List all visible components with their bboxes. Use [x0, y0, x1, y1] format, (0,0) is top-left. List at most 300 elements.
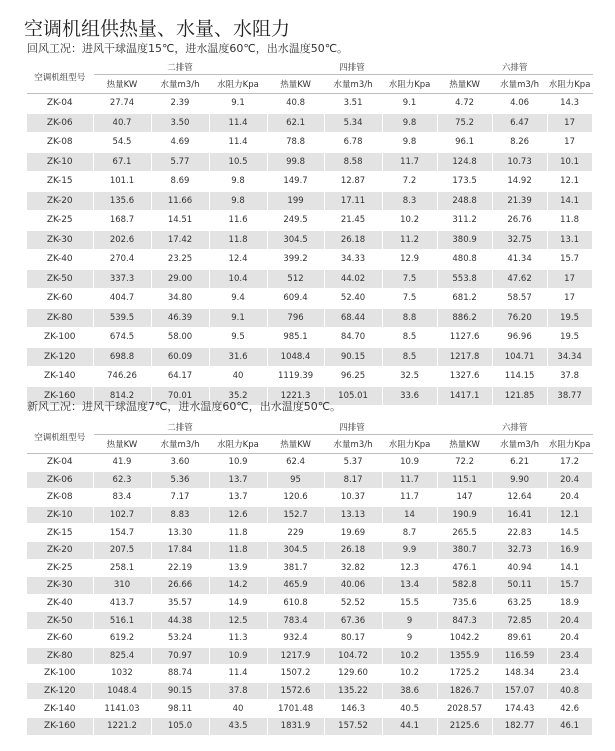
value-cell: 6.78: [324, 133, 382, 153]
value-cell: 60.09: [151, 347, 209, 367]
value-cell: 11.7: [382, 152, 437, 172]
value-cell: 380.7: [437, 541, 492, 559]
value-cell: 8.7: [382, 524, 437, 542]
value-cell: 8.83: [151, 506, 209, 524]
value-cell: 32.75: [492, 230, 547, 250]
value-cell: 40.94: [492, 559, 547, 577]
value-cell: 12.1: [547, 172, 592, 192]
value-cell: 26.18: [324, 230, 382, 250]
value-cell: 43.5: [209, 717, 267, 735]
value-cell: 67.36: [324, 612, 382, 630]
value-cell: 12.3: [382, 559, 437, 577]
value-cell: 19.69: [324, 524, 382, 542]
value-cell: 102.7: [93, 506, 151, 524]
value-cell: 20.4: [547, 489, 592, 507]
value-cell: 76.20: [492, 308, 547, 328]
col-header-water-resistance: 水阻力Kpa: [547, 75, 592, 94]
value-cell: 9.1: [382, 94, 437, 114]
value-cell: 42.6: [547, 700, 592, 718]
value-cell: 465.9: [267, 577, 324, 595]
model-header: 空调机组型号: [27, 420, 93, 454]
table-body: [27, 454, 592, 736]
table-row: [27, 682, 592, 700]
value-cell: 120.6: [267, 489, 324, 507]
group-header-two-row: 二排管: [93, 420, 267, 435]
value-cell: 68.44: [324, 308, 382, 328]
value-cell: 14.9: [209, 594, 267, 612]
value-cell: 17.11: [324, 191, 382, 211]
table-row: [27, 191, 592, 211]
value-cell: 1417.1: [437, 386, 492, 406]
value-cell: 14.92: [492, 172, 547, 192]
value-cell: 58.00: [151, 328, 209, 348]
group-header-two-row: 二排管: [93, 60, 267, 75]
value-cell: 146.3: [324, 700, 382, 718]
value-cell: 17.84: [151, 541, 209, 559]
value-cell: 40: [209, 700, 267, 718]
value-cell: 9.1: [209, 308, 267, 328]
value-cell: 96.25: [324, 367, 382, 387]
value-cell: 304.5: [267, 541, 324, 559]
value-cell: 1221.3: [267, 386, 324, 406]
value-cell: 886.2: [437, 308, 492, 328]
value-cell: 105.01: [324, 386, 382, 406]
value-cell: 17: [547, 269, 592, 289]
value-cell: 13.1: [547, 230, 592, 250]
col-header-water-flow: 水量m3/h: [324, 75, 382, 94]
value-cell: 15.7: [547, 577, 592, 595]
value-cell: 14.3: [547, 94, 592, 114]
model-cell: ZK-100: [27, 665, 93, 683]
col-header-water-flow: 水量m3/h: [151, 75, 209, 94]
value-cell: 26.76: [492, 211, 547, 231]
value-cell: 88.74: [151, 665, 209, 683]
table-row: [27, 524, 592, 542]
model-header: 空调机组型号: [27, 60, 93, 94]
model-cell: ZK-40: [27, 250, 93, 270]
value-cell: 985.1: [267, 328, 324, 348]
value-cell: 12.6: [209, 506, 267, 524]
value-cell: 10.5: [209, 152, 267, 172]
value-cell: 698.8: [93, 347, 151, 367]
value-cell: 932.4: [267, 629, 324, 647]
value-cell: 17: [547, 113, 592, 133]
value-cell: 304.5: [267, 230, 324, 250]
value-cell: 15.7: [547, 250, 592, 270]
model-cell: ZK-10: [27, 152, 93, 172]
value-cell: 11.8: [209, 524, 267, 542]
value-cell: 6.47: [492, 113, 547, 133]
value-cell: 22.83: [492, 524, 547, 542]
value-cell: 29.00: [151, 269, 209, 289]
value-cell: 10.9: [209, 647, 267, 665]
value-cell: 619.2: [93, 629, 151, 647]
value-cell: 124.8: [437, 152, 492, 172]
value-cell: 413.7: [93, 594, 151, 612]
value-cell: 21.45: [324, 211, 382, 231]
model-cell: ZK-20: [27, 191, 93, 211]
model-cell: ZK-06: [27, 471, 93, 489]
value-cell: 46.39: [151, 308, 209, 328]
col-header-water-flow: 水量m3/h: [492, 435, 547, 454]
value-cell: 5.36: [151, 471, 209, 489]
model-cell: ZK-60: [27, 629, 93, 647]
table-row: [27, 94, 592, 114]
col-header-water-resistance: 水阻力Kpa: [382, 75, 437, 94]
value-cell: 147: [437, 489, 492, 507]
table-row: [27, 577, 592, 595]
value-cell: 11.4: [209, 113, 267, 133]
table-row: [27, 717, 592, 735]
value-cell: 157.07: [492, 682, 547, 700]
value-cell: 20.4: [547, 629, 592, 647]
value-cell: 249.5: [267, 211, 324, 231]
value-cell: 13.7: [209, 489, 267, 507]
fresh-air-condition: 新风工况：进风干球温度7℃，进水温度60℃，出水温度50℃。: [27, 400, 342, 413]
table-row: [27, 471, 592, 489]
value-cell: 62.3: [93, 471, 151, 489]
value-cell: 13.9: [209, 559, 267, 577]
value-cell: 17.2: [547, 454, 592, 472]
value-cell: 148.34: [492, 665, 547, 683]
fresh-air-table: [27, 420, 593, 736]
col-header-heat: 热量KW: [93, 75, 151, 94]
value-cell: 18.9: [547, 594, 592, 612]
group-header-six-row: 六排管: [437, 60, 592, 75]
table-row: [27, 665, 592, 683]
value-cell: 38.6: [382, 682, 437, 700]
value-cell: 62.4: [267, 454, 324, 472]
table-row: [27, 230, 592, 250]
value-cell: 10.73: [492, 152, 547, 172]
value-cell: 310: [93, 577, 151, 595]
model-cell: ZK-04: [27, 94, 93, 114]
value-cell: 101.1: [93, 172, 151, 192]
value-cell: 72.85: [492, 612, 547, 630]
value-cell: 23.4: [547, 647, 592, 665]
value-cell: 248.8: [437, 191, 492, 211]
value-cell: 19.5: [547, 308, 592, 328]
value-cell: 41.9: [93, 454, 151, 472]
value-cell: 34.33: [324, 250, 382, 270]
value-cell: 15.5: [382, 594, 437, 612]
model-cell: ZK-50: [27, 612, 93, 630]
value-cell: 135.6: [93, 191, 151, 211]
table-row: [27, 489, 592, 507]
value-cell: 44.1: [382, 717, 437, 735]
value-cell: 10.4: [209, 269, 267, 289]
value-cell: 553.8: [437, 269, 492, 289]
col-header-water-resistance: 水阻力Kpa: [547, 435, 592, 454]
value-cell: 9.8: [209, 172, 267, 192]
value-cell: 10.9: [209, 454, 267, 472]
value-cell: 52.40: [324, 289, 382, 309]
value-cell: 381.7: [267, 559, 324, 577]
value-cell: 2125.6: [437, 717, 492, 735]
value-cell: 8.8: [382, 308, 437, 328]
value-cell: 129.60: [324, 665, 382, 683]
value-cell: 14.51: [151, 211, 209, 231]
value-cell: 17.42: [151, 230, 209, 250]
value-cell: 8.17: [324, 471, 382, 489]
model-cell: ZK-08: [27, 489, 93, 507]
value-cell: 121.85: [492, 386, 547, 406]
value-cell: 8.26: [492, 133, 547, 153]
col-header-water-resistance: 水阻力Kpa: [209, 435, 267, 454]
value-cell: 96.96: [492, 328, 547, 348]
value-cell: 9.8: [382, 133, 437, 153]
model-cell: ZK-80: [27, 308, 93, 328]
model-cell: ZK-120: [27, 682, 93, 700]
model-cell: ZK-04: [27, 454, 93, 472]
value-cell: 35.2: [209, 386, 267, 406]
value-cell: 80.17: [324, 629, 382, 647]
table-row: [27, 612, 592, 630]
value-cell: 90.15: [151, 682, 209, 700]
value-cell: 26.66: [151, 577, 209, 595]
value-cell: 53.24: [151, 629, 209, 647]
table-row: [27, 308, 592, 328]
value-cell: 19.5: [547, 328, 592, 348]
value-cell: 12.4: [209, 250, 267, 270]
value-cell: 11.8: [547, 211, 592, 231]
value-cell: 7.2: [382, 172, 437, 192]
value-cell: 1032: [93, 665, 151, 683]
table-row: [27, 152, 592, 172]
value-cell: 1507.2: [267, 665, 324, 683]
col-header-water-flow: 水量m3/h: [151, 435, 209, 454]
value-cell: 135.22: [324, 682, 382, 700]
value-cell: 14.1: [547, 191, 592, 211]
value-cell: 814.2: [93, 386, 151, 406]
value-cell: 54.5: [93, 133, 151, 153]
col-header-heat: 热量KW: [267, 75, 324, 94]
value-cell: 9.90: [492, 471, 547, 489]
value-cell: 72.2: [437, 454, 492, 472]
value-cell: 115.1: [437, 471, 492, 489]
value-cell: 173.5: [437, 172, 492, 192]
value-cell: 16.9: [547, 541, 592, 559]
value-cell: 11.7: [382, 489, 437, 507]
value-cell: 609.4: [267, 289, 324, 309]
value-cell: 50.11: [492, 577, 547, 595]
value-cell: 58.57: [492, 289, 547, 309]
value-cell: 14.2: [209, 577, 267, 595]
value-cell: 9.4: [209, 289, 267, 309]
value-cell: 582.8: [437, 577, 492, 595]
value-cell: 1221.2: [93, 717, 151, 735]
value-cell: 168.7: [93, 211, 151, 231]
value-cell: 190.9: [437, 506, 492, 524]
value-cell: 199: [267, 191, 324, 211]
value-cell: 783.4: [267, 612, 324, 630]
value-cell: 62.1: [267, 113, 324, 133]
value-cell: 75.2: [437, 113, 492, 133]
model-cell: ZK-160: [27, 717, 93, 735]
value-cell: 1826.7: [437, 682, 492, 700]
value-cell: 7.5: [382, 289, 437, 309]
value-cell: 2.39: [151, 94, 209, 114]
value-cell: 5.37: [324, 454, 382, 472]
value-cell: 1831.9: [267, 717, 324, 735]
value-cell: 1141.03: [93, 700, 151, 718]
value-cell: 1572.6: [267, 682, 324, 700]
value-cell: 2028.57: [437, 700, 492, 718]
value-cell: 404.7: [93, 289, 151, 309]
value-cell: 746.26: [93, 367, 151, 387]
model-cell: ZK-30: [27, 230, 93, 250]
value-cell: 41.34: [492, 250, 547, 270]
value-cell: 70.97: [151, 647, 209, 665]
value-cell: 3.60: [151, 454, 209, 472]
value-cell: 1119.39: [267, 367, 324, 387]
table-row: [27, 211, 592, 231]
value-cell: 32.82: [324, 559, 382, 577]
table-row: [27, 367, 592, 387]
value-cell: 8.58: [324, 152, 382, 172]
value-cell: 258.1: [93, 559, 151, 577]
value-cell: 8.5: [382, 328, 437, 348]
return-air-table: [27, 60, 593, 406]
value-cell: 10.2: [382, 211, 437, 231]
value-cell: 52.52: [324, 594, 382, 612]
model-cell: ZK-25: [27, 211, 93, 231]
group-header-four-row: 四排管: [267, 60, 437, 75]
value-cell: 40.06: [324, 577, 382, 595]
value-cell: 8.3: [382, 191, 437, 211]
value-cell: 11.8: [209, 541, 267, 559]
value-cell: 3.50: [151, 113, 209, 133]
value-cell: 114.15: [492, 367, 547, 387]
value-cell: 512: [267, 269, 324, 289]
value-cell: 380.9: [437, 230, 492, 250]
value-cell: 10.9: [382, 454, 437, 472]
table-row: [27, 250, 592, 270]
model-cell: ZK-10: [27, 506, 93, 524]
value-cell: 270.4: [93, 250, 151, 270]
value-cell: 89.61: [492, 629, 547, 647]
value-cell: 265.5: [437, 524, 492, 542]
value-cell: 67.1: [93, 152, 151, 172]
value-cell: 8.69: [151, 172, 209, 192]
value-cell: 207.5: [93, 541, 151, 559]
value-cell: 83.4: [93, 489, 151, 507]
value-cell: 610.8: [267, 594, 324, 612]
page-title: 空调机组供热量、水量、水阻力: [24, 18, 291, 40]
value-cell: 1327.6: [437, 367, 492, 387]
value-cell: 11.4: [209, 133, 267, 153]
model-cell: ZK-15: [27, 172, 93, 192]
value-cell: 78.8: [267, 133, 324, 153]
value-cell: 22.19: [151, 559, 209, 577]
value-cell: 735.6: [437, 594, 492, 612]
table-row: [27, 289, 592, 309]
value-cell: 99.8: [267, 152, 324, 172]
value-cell: 20.4: [547, 612, 592, 630]
model-cell: ZK-25: [27, 559, 93, 577]
value-cell: 26.18: [324, 541, 382, 559]
value-cell: 157.52: [324, 717, 382, 735]
table-row: [27, 541, 592, 559]
col-header-heat: 热量KW: [437, 75, 492, 94]
value-cell: 33.6: [382, 386, 437, 406]
value-cell: 5.77: [151, 152, 209, 172]
table-row: [27, 647, 592, 665]
value-cell: 1048.4: [267, 347, 324, 367]
value-cell: 17: [547, 289, 592, 309]
model-cell: ZK-20: [27, 541, 93, 559]
value-cell: 1048.4: [93, 682, 151, 700]
value-cell: 47.62: [492, 269, 547, 289]
value-cell: 12.9: [382, 250, 437, 270]
model-cell: ZK-140: [27, 367, 93, 387]
value-cell: 23.25: [151, 250, 209, 270]
value-cell: 1217.8: [437, 347, 492, 367]
value-cell: 9.8: [209, 191, 267, 211]
value-cell: 34.80: [151, 289, 209, 309]
value-cell: 14.5: [547, 524, 592, 542]
col-header-heat: 热量KW: [267, 435, 324, 454]
value-cell: 13.4: [382, 577, 437, 595]
value-cell: 9.9: [382, 541, 437, 559]
value-cell: 11.4: [209, 665, 267, 683]
value-cell: 20.4: [547, 471, 592, 489]
value-cell: 1217.9: [267, 647, 324, 665]
value-cell: 10.2: [382, 647, 437, 665]
col-header-water-flow: 水量m3/h: [492, 75, 547, 94]
value-cell: 40: [209, 367, 267, 387]
value-cell: 13.13: [324, 506, 382, 524]
value-cell: 202.6: [93, 230, 151, 250]
value-cell: 11.2: [382, 230, 437, 250]
model-cell: ZK-160: [27, 386, 93, 406]
col-header-water-resistance: 水阻力Kpa: [382, 435, 437, 454]
value-cell: 40.5: [382, 700, 437, 718]
value-cell: 13.30: [151, 524, 209, 542]
value-cell: 116.59: [492, 647, 547, 665]
col-header-water-resistance: 水阻力Kpa: [209, 75, 267, 94]
value-cell: 11.3: [209, 629, 267, 647]
value-cell: 63.25: [492, 594, 547, 612]
value-cell: 38.77: [547, 386, 592, 406]
value-cell: 12.87: [324, 172, 382, 192]
value-cell: 95: [267, 471, 324, 489]
value-cell: 40.8: [267, 94, 324, 114]
value-cell: 27.74: [93, 94, 151, 114]
table-row: [27, 328, 592, 348]
value-cell: 46.1: [547, 717, 592, 735]
value-cell: 152.7: [267, 506, 324, 524]
model-cell: ZK-100: [27, 328, 93, 348]
value-cell: 32.5: [382, 367, 437, 387]
value-cell: 1355.9: [437, 647, 492, 665]
value-cell: 11.7: [382, 471, 437, 489]
value-cell: 7.5: [382, 269, 437, 289]
value-cell: 516.1: [93, 612, 151, 630]
value-cell: 337.3: [93, 269, 151, 289]
table-row: [27, 594, 592, 612]
value-cell: 11.6: [209, 211, 267, 231]
return-air-condition: 回风工况：进风干球温度15℃，进水温度60℃，出水温度50℃。: [27, 42, 349, 55]
value-cell: 16.41: [492, 506, 547, 524]
value-cell: 35.57: [151, 594, 209, 612]
value-cell: 674.5: [93, 328, 151, 348]
value-cell: 7.17: [151, 489, 209, 507]
value-cell: 4.72: [437, 94, 492, 114]
value-cell: 21.39: [492, 191, 547, 211]
value-cell: 825.4: [93, 647, 151, 665]
table-row: [27, 559, 592, 577]
